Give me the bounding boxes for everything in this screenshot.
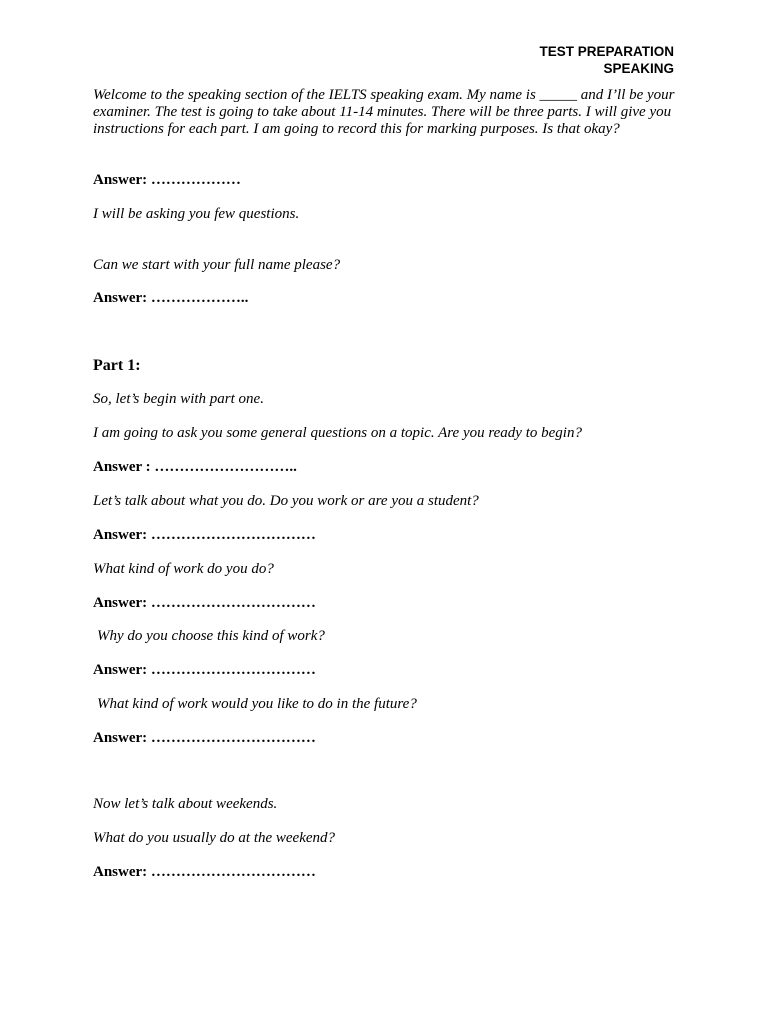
answer-line-6: Answer: …………………………… <box>93 662 316 678</box>
part1-heading: Part 1: <box>93 357 141 374</box>
page-header <box>539 43 674 77</box>
intro-paragraph: Welcome to the speaking section of the IELTS speaking exam. My name is _____ and I’ll be your examiner. The test is going to take about 11-14 minutes. There will be three parts. I will give you instructions for each part. I am going to record this for marking purposes. Is that okay? <box>93 87 675 137</box>
question-work-or-student: Let’s talk about what you do. Do you work or are you a student? <box>93 493 479 509</box>
part1-begin: So, let’s begin with part one. <box>93 391 264 407</box>
answer-line-2: Answer: ……………….. <box>93 290 249 306</box>
answer-line-5: Answer: …………………………… <box>93 595 316 611</box>
question-weekends-intro: Now let’s talk about weekends. <box>93 796 278 812</box>
answer-line-4: Answer: …………………………… <box>93 527 316 543</box>
question-why-work: Why do you choose this kind of work? <box>97 628 325 644</box>
part1-general-questions: I am going to ask you some general questions on a topic. Are you ready to begin? <box>93 425 582 441</box>
question-future-work: What kind of work would you like to do in the future? <box>97 696 417 712</box>
header-title: TEST PREPARATION <box>539 44 674 59</box>
question-few-questions: I will be asking you few questions. <box>93 206 300 222</box>
header-subtitle: SPEAKING <box>603 61 674 76</box>
answer-line-7: Answer: …………………………… <box>93 730 316 746</box>
answer-line-3: Answer : ……………………….. <box>93 459 297 475</box>
answer-line-1: Answer: ……………… <box>93 172 241 188</box>
question-weekend-activity: What do you usually do at the weekend? <box>93 830 336 846</box>
question-full-name: Can we start with your full name please? <box>93 257 341 273</box>
answer-line-8: Answer: …………………………… <box>93 864 316 880</box>
question-kind-of-work: What kind of work do you do? <box>93 561 274 577</box>
